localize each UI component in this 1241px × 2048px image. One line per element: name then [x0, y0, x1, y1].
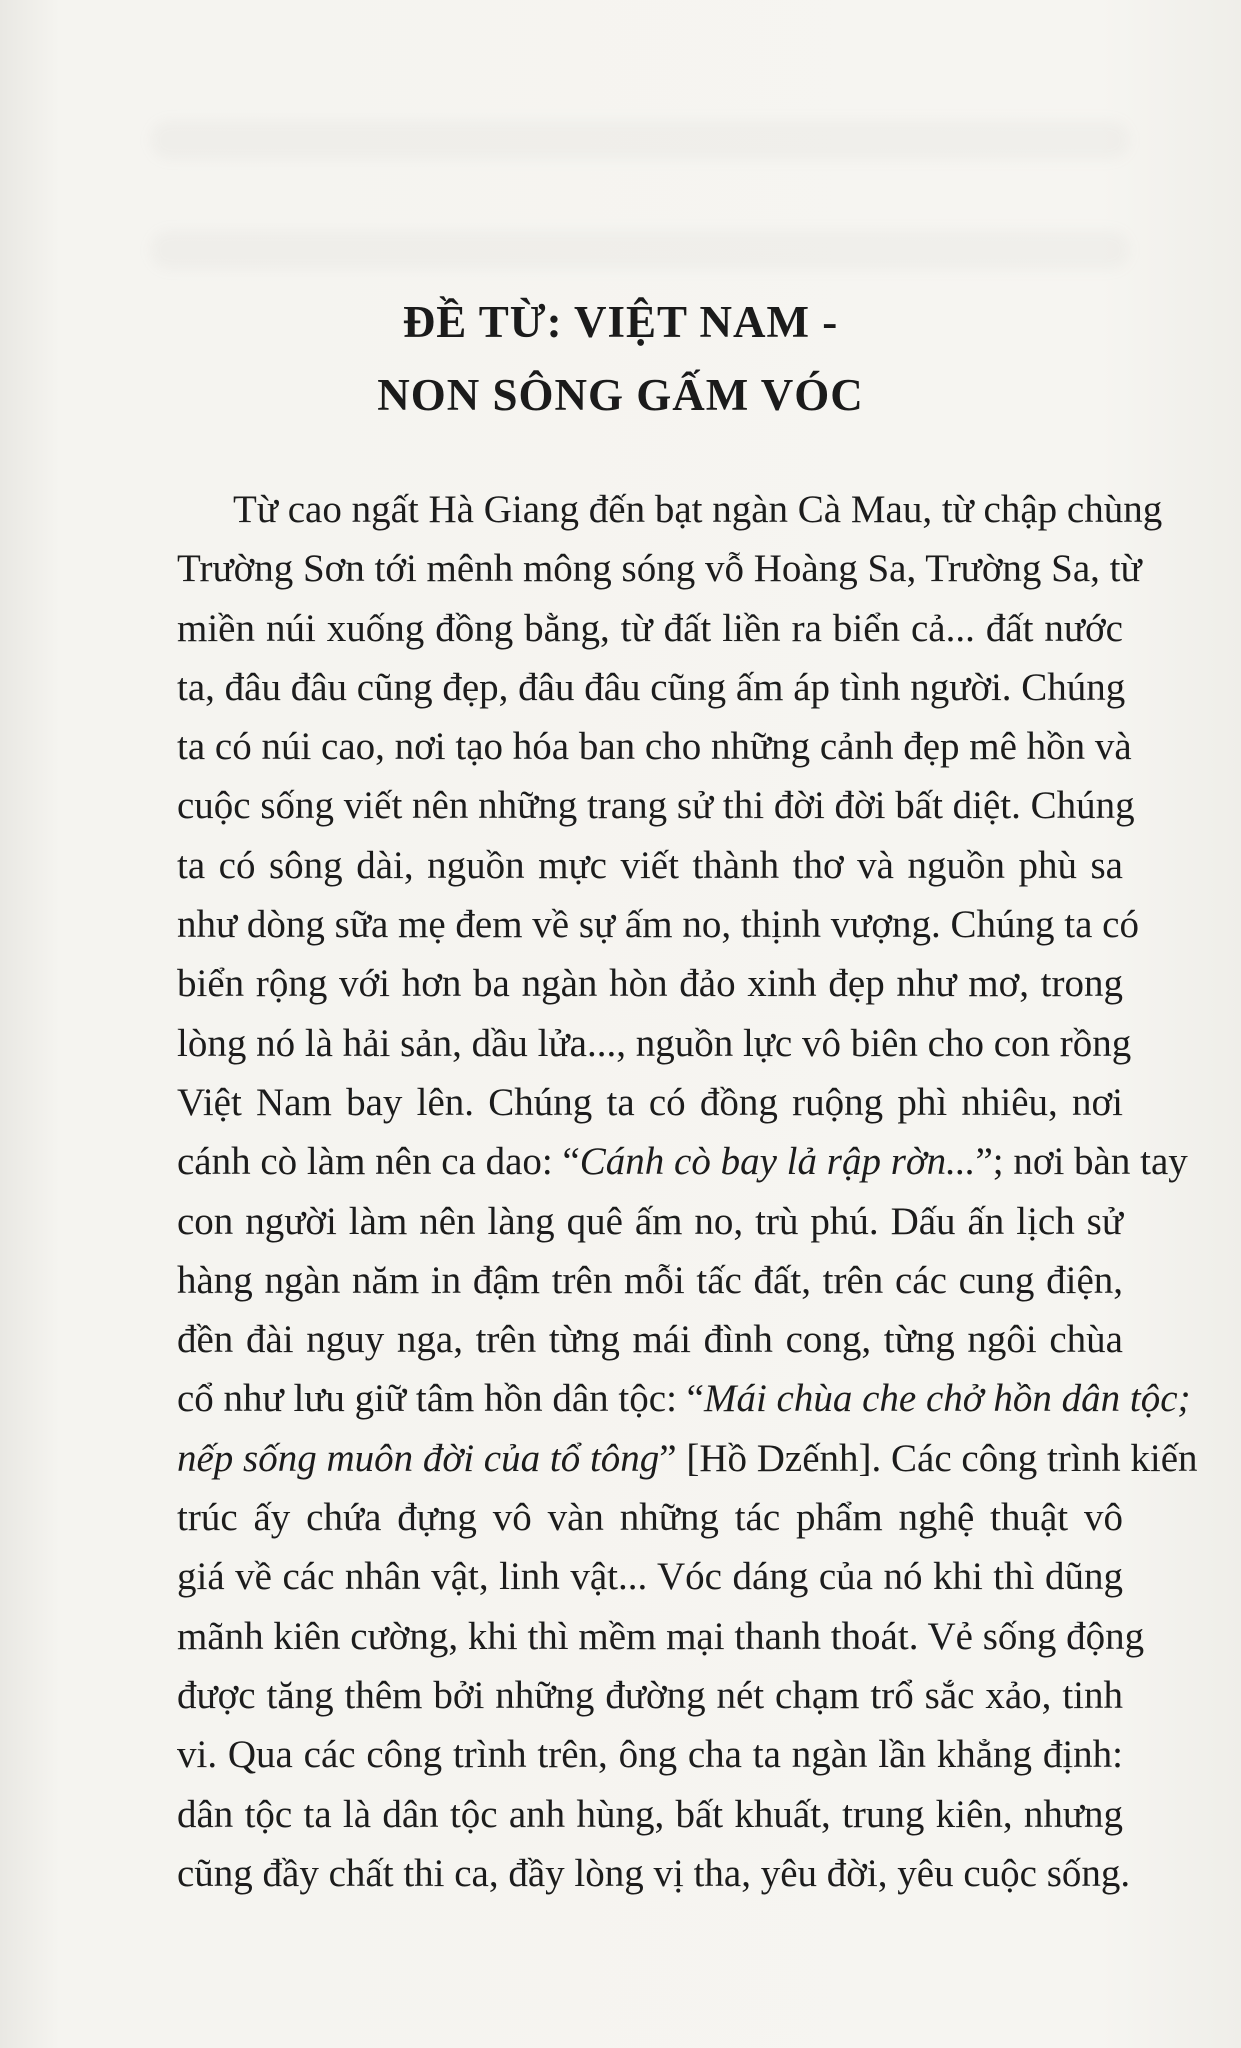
- text-line: Từ cao ngất Hà Giang đến bạt ngàn Cà Mau, từ chập chùng: [233, 488, 1163, 531]
- text-line: đền đài nguy nga, trên từng mái đình cong, từng ngôi chùa: [177, 1318, 1123, 1362]
- text-line: lòng nó là hải sản, dầu lửa..., nguồn lực vô biên cho con rồng: [177, 1021, 1132, 1065]
- body-paragraph: [177, 480, 1198, 1903]
- text-line: ta, đâu đâu cũng đẹp, đâu đâu cũng ấm áp tình người. Chúng: [177, 665, 1126, 709]
- bleed-through-shadow: [150, 120, 1130, 160]
- text-line: cuộc sống viết nên những trang sử thi đời đời bất diệt. Chúng: [177, 784, 1135, 828]
- text-line: Trường Sơn tới mênh mông sóng vỗ Hoàng Sa, Trường Sa, từ: [177, 547, 1142, 591]
- text-line: ta có sông dài, nguồn mực viết thành thơ và nguồn phù sa: [177, 843, 1123, 887]
- text-segment: cổ như lưu giữ tâm hồn dân tộc: “: [177, 1377, 704, 1421]
- poem-quote-part-1: Mái chùa che chở hồn dân tộc;: [703, 1377, 1191, 1421]
- text-line: biển rộng với hơn ba ngàn hòn đảo xinh đẹp như mơ, trong: [177, 962, 1123, 1006]
- text-line: trúc ấy chứa đựng vô vàn những tác phẩm nghệ thuật vô: [177, 1496, 1123, 1540]
- text-line-with-quote: [177, 1429, 1198, 1488]
- text-line: mãnh kiên cường, khi thì mềm mại thanh thoát. Vẻ sống động: [177, 1614, 1145, 1658]
- text-segment: ” [Hồ Dzếnh]. Các công trình kiến: [659, 1436, 1198, 1480]
- poem-quote-part-2: nếp sống muôn đời của tổ tông: [177, 1436, 660, 1480]
- text-line: con người làm nên làng quê ấm no, trù phú. Dấu ấn lịch sử: [177, 1199, 1123, 1243]
- text-line: cũng đầy chất thi ca, đầy lòng vị tha, yêu đời, yêu cuộc sống.: [177, 1851, 1131, 1895]
- text-line: vi. Qua các công trình trên, ông cha ta ngàn lần khẳng định:: [177, 1733, 1123, 1777]
- text-line: Việt Nam bay lên. Chúng ta có đồng ruộng phì nhiêu, nơi: [177, 1080, 1123, 1124]
- heading-line-1: ĐỀ TỪ: VIỆT NAM -: [402, 297, 839, 347]
- text-line: ta có núi cao, nơi tạo hóa ban cho những cảnh đẹp mê hồn và: [177, 725, 1132, 769]
- text-line-with-quote: [177, 1132, 1188, 1191]
- bleed-through-shadow: [150, 230, 1130, 270]
- text-line: như dòng sữa mẹ đem về sự ấm no, thịnh vượng. Chúng ta có: [177, 903, 1139, 947]
- ca-dao-quote: Cánh cò bay lả rập rờn...: [579, 1140, 976, 1184]
- text-line: dân tộc ta là dân tộc anh hùng, bất khuất, trung kiên, nhưng: [177, 1792, 1123, 1836]
- text-segment: cánh cò làm nên ca dao: “: [177, 1140, 580, 1184]
- text-line: hàng ngàn năm in đậm trên mỗi tấc đất, trên các cung điện,: [177, 1258, 1123, 1302]
- text-line: miền núi xuống đồng bằng, từ đất liền ra biển cả... đất nước: [177, 606, 1123, 650]
- text-line: được tăng thêm bởi những đường nét chạm trổ sắc xảo, tinh: [177, 1673, 1123, 1717]
- text-line-with-quote: [177, 1369, 1191, 1428]
- heading-line-2: NON SÔNG GẤM VÓC: [377, 370, 864, 420]
- text-segment: ”; nơi bàn tay: [975, 1140, 1188, 1184]
- text-line: giá về các nhân vật, linh vật... Vóc dáng của nó khi thì dũng: [177, 1555, 1123, 1599]
